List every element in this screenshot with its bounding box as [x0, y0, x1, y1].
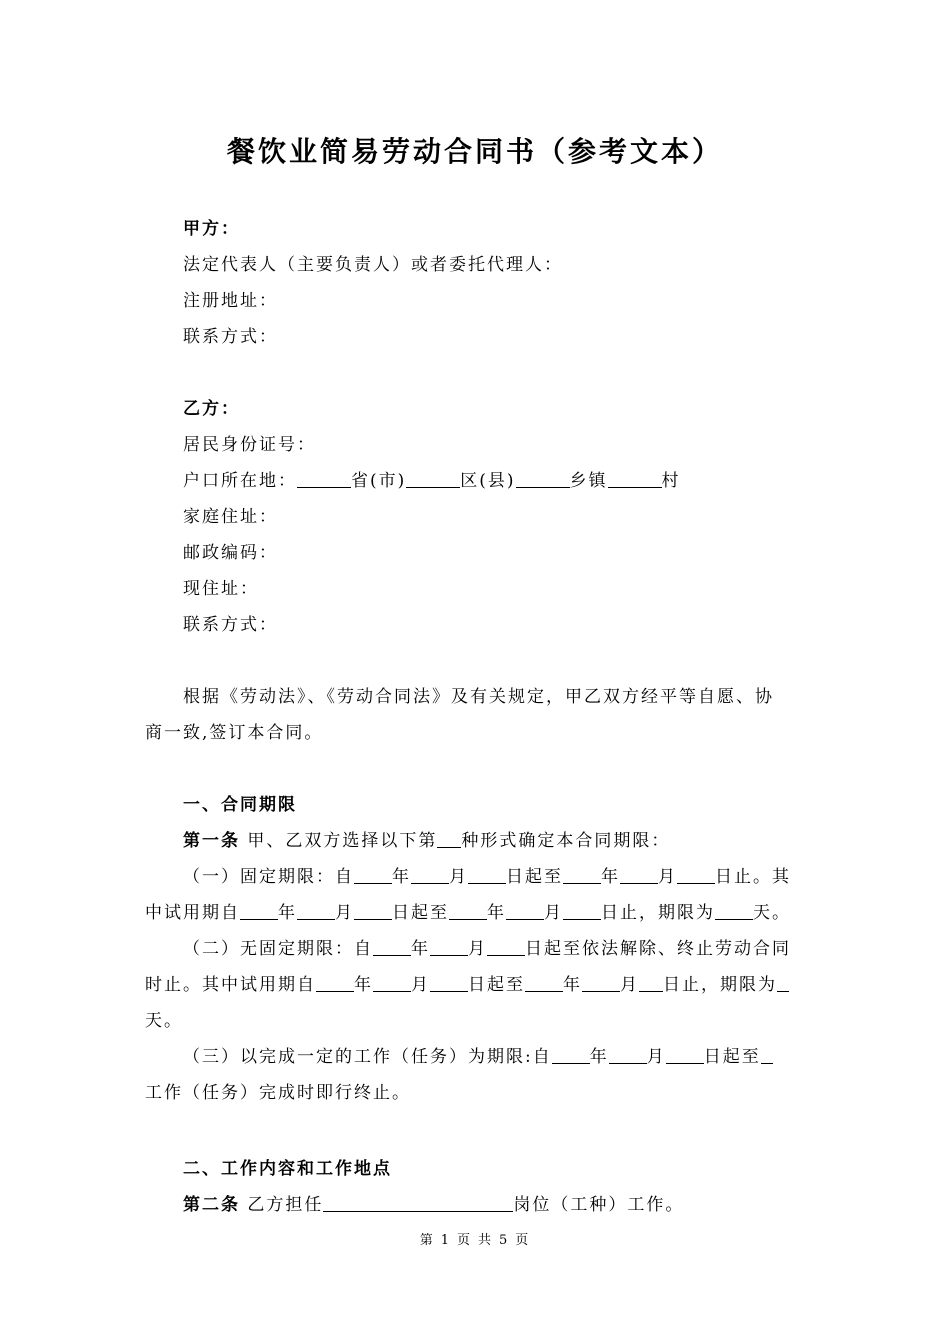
open-term-line-2	[145, 972, 789, 998]
party-a-contact: 联系方式：	[183, 327, 278, 347]
footer-page-word: 页	[515, 1233, 531, 1248]
intro-line-2: 商一致,签订本合同。	[145, 723, 324, 743]
district-blank[interactable]	[406, 469, 460, 488]
village-blank[interactable]	[608, 469, 662, 488]
open-term-line-3: 天。	[145, 1011, 183, 1031]
fixed-term-label: （一）固定期限：自	[183, 867, 354, 887]
day-from-word: 日起至	[392, 903, 449, 923]
year-word: 年	[278, 903, 297, 923]
blank[interactable]	[430, 937, 468, 956]
hukou-town: 乡镇	[569, 471, 608, 491]
blank[interactable]	[354, 901, 392, 920]
blank[interactable]	[552, 1045, 590, 1064]
position-blank[interactable]	[323, 1193, 513, 1212]
blank[interactable]	[609, 1045, 647, 1064]
period-label: 日止，期限为	[663, 975, 777, 995]
month-word: 月	[544, 903, 563, 923]
hukou-district: 区(县)	[460, 471, 516, 491]
blank[interactable]	[373, 973, 411, 992]
year-word: 年	[563, 975, 582, 995]
month-word: 月	[658, 867, 677, 887]
task-term-line-1	[183, 1044, 773, 1070]
party-a-representative: 法定代表人（主要负责人）或者委托代理人：	[183, 255, 563, 275]
blank[interactable]	[563, 901, 601, 920]
blank[interactable]	[761, 1045, 773, 1064]
day-from-word: 日起至	[703, 1047, 761, 1067]
year-word: 年	[411, 939, 430, 959]
year-word: 年	[589, 1047, 609, 1067]
article-1-text-a: 甲、乙双方选择以下第	[240, 831, 438, 851]
party-a-heading: 甲方：	[183, 219, 240, 239]
month-word: 月	[468, 939, 487, 959]
intro-line-1: 根据《劳动法》、《劳动合同法》及有关规定，甲乙双方经平等自愿、协	[183, 687, 774, 707]
day-to-word: 日止。其	[715, 867, 791, 887]
party-b-postal-code: 邮政编码：	[183, 543, 278, 563]
article-2-text-a: 乙方担任	[240, 1195, 324, 1215]
party-b-contact: 联系方式：	[183, 615, 278, 635]
hukou-province: 省(市)	[351, 471, 407, 491]
blank[interactable]	[777, 973, 789, 992]
blank[interactable]	[468, 865, 506, 884]
footer-page-word: 第	[419, 1233, 435, 1248]
article-2-label: 第二条	[183, 1195, 240, 1215]
blank[interactable]	[240, 901, 278, 920]
article-2	[183, 1192, 684, 1218]
year-word: 年	[354, 975, 373, 995]
party-b-heading: 乙方：	[183, 399, 240, 419]
footer-page-word: 页	[456, 1233, 472, 1248]
blank[interactable]	[620, 865, 658, 884]
blank[interactable]	[449, 901, 487, 920]
province-blank[interactable]	[297, 469, 351, 488]
year-word: 年	[392, 867, 411, 887]
blank[interactable]	[715, 901, 753, 920]
party-b-hukou	[183, 468, 681, 494]
days-word: 天。	[753, 903, 791, 923]
hukou-label: 户口所在地：	[183, 471, 297, 491]
town-blank[interactable]	[516, 469, 570, 488]
party-b-home-address: 家庭住址：	[183, 507, 278, 527]
day-from-word: 日起至	[468, 975, 525, 995]
task-term-line-2: 工作（任务）完成时即行终止。	[145, 1083, 411, 1103]
month-word: 月	[620, 975, 639, 995]
party-b-id-number: 居民身份证号：	[183, 435, 316, 455]
period-label: 日止，期限为	[601, 903, 715, 923]
blank[interactable]	[677, 865, 715, 884]
article-1-text-b: 种形式确定本合同期限：	[461, 831, 671, 851]
year-word: 年	[601, 867, 620, 887]
month-word: 月	[449, 867, 468, 887]
day-from-word: 日起至	[506, 867, 563, 887]
blank[interactable]	[582, 973, 620, 992]
probation-label: 中试用期自	[145, 903, 240, 923]
blank[interactable]	[354, 865, 392, 884]
blank[interactable]	[525, 973, 563, 992]
blank[interactable]	[563, 865, 601, 884]
month-word: 月	[411, 975, 430, 995]
hukou-village: 村	[661, 471, 681, 491]
blank[interactable]	[430, 973, 468, 992]
blank[interactable]	[411, 865, 449, 884]
task-term-label: （三）以完成一定的工作（任务）为期限:自	[183, 1047, 552, 1067]
document-title: 餐饮业简易劳动合同书（参考文本）	[226, 135, 723, 168]
fixed-term-line-1	[183, 864, 791, 890]
total-page-number: 5	[499, 1233, 510, 1248]
current-page-number: 1	[440, 1233, 451, 1248]
section-1-heading: 一、合同期限	[183, 795, 297, 815]
open-term-until: 日起至依法解除、终止劳动合同	[525, 939, 791, 959]
open-term-line-1	[183, 936, 791, 962]
month-word: 月	[335, 903, 354, 923]
fixed-term-line-2	[145, 900, 791, 926]
month-word: 月	[646, 1047, 666, 1067]
blank[interactable]	[373, 937, 411, 956]
blank[interactable]	[316, 973, 354, 992]
article-2-text-b: 岗位（工种）工作。	[513, 1195, 685, 1215]
footer-total-word: 共	[478, 1233, 494, 1248]
page-footer	[0, 1231, 950, 1251]
blank[interactable]	[297, 901, 335, 920]
party-a-address: 注册地址：	[183, 291, 278, 311]
blank[interactable]	[639, 973, 663, 992]
year-word: 年	[487, 903, 506, 923]
section-2-heading: 二、工作内容和工作地点	[183, 1159, 392, 1179]
article-1-label: 第一条	[183, 831, 240, 851]
blank[interactable]	[506, 901, 544, 920]
open-term-label: （二）无固定期限：自	[183, 939, 373, 959]
form-type-blank[interactable]	[437, 829, 461, 848]
blank[interactable]	[666, 1045, 704, 1064]
probation-label: 时止。其中试用期自	[145, 975, 316, 995]
party-b-current-address: 现住址：	[183, 579, 259, 599]
blank[interactable]	[487, 937, 525, 956]
article-1	[183, 828, 670, 854]
